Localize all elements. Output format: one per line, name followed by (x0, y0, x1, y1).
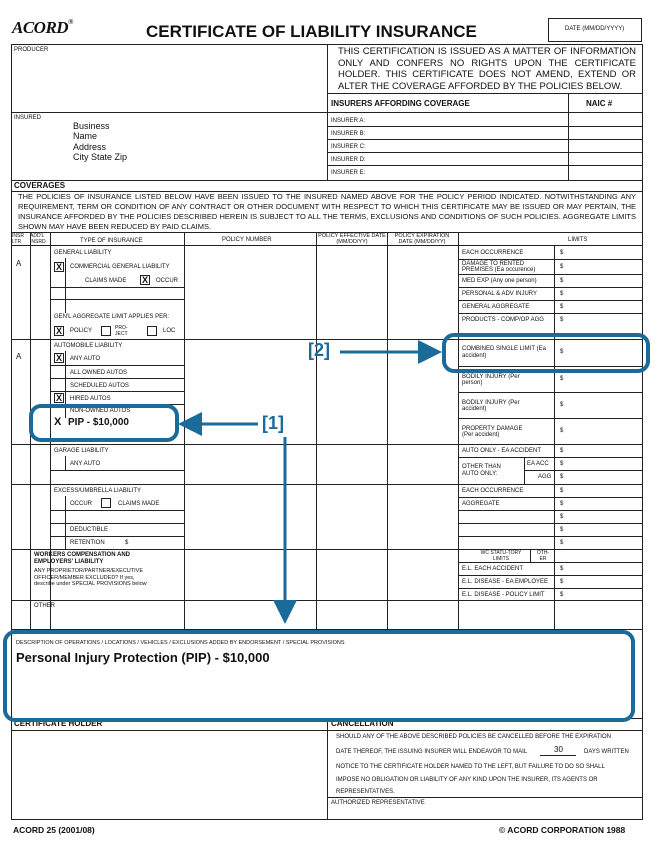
acord-logo: ACORD® (12, 18, 73, 37)
insurer-a: INSURER A: (331, 118, 366, 124)
insurer-b: INSURER B: (331, 131, 366, 137)
date-box[interactable] (548, 18, 642, 42)
col-addl-insrd: ADD'L INSRD (30, 233, 46, 245)
garage-any-auto: ANY AUTO (70, 461, 101, 467)
gl-dollar-4: $ (560, 291, 564, 297)
pip-x-mark: X (54, 416, 62, 428)
insurers-heading: INSURERS AFFORDING COVERAGE (331, 99, 470, 108)
any-auto-checkbox[interactable]: X (55, 353, 62, 363)
gl-limit-med-exp: MED EXP (Any one person) (462, 278, 537, 284)
project-checkbox[interactable] (101, 326, 111, 336)
form-number: ACORD 25 (2001/08) (13, 825, 95, 835)
loc-label: LOC (163, 328, 176, 334)
wc-statutory: WC STATU-TORY LIMITS (480, 550, 522, 562)
garage-title: GARAGE LIABILITY (54, 448, 109, 454)
claims-made-label: CLAIMS MADE (85, 278, 127, 284)
scheduled-label: SCHEDULED AUTOS (70, 383, 129, 389)
col-effective-date: POLICY EFFECTIVE DATE (MM/DD/YY) (318, 233, 386, 245)
non-owned-label: NON-OWNED AUTOS (70, 408, 131, 414)
naic-label: NAIC # (586, 99, 613, 108)
callout-box-pip (29, 404, 179, 442)
excess-dollar-4: $ (560, 527, 564, 533)
gl-dollar-3: $ (560, 278, 564, 284)
cancel-text-4: IMPOSE NO OBLIGATION OR LIABILITY OF ANY KIND UPON THE INSURER, ITS AGENTS OR (336, 777, 598, 783)
excess-dollar-2: $ (560, 501, 564, 507)
wc-other: OTH-ER (536, 550, 550, 562)
el-disease-policy: E.L. DISEASE - POLICY LIMIT (462, 592, 545, 598)
auto-limit-bi-person: BODILY INJURY (Per person) (462, 374, 520, 386)
gl-agg-applies: GEN'L AGGREGATE LIMIT APPLIES PER: (54, 314, 170, 320)
garage-dollar-1: $ (560, 448, 564, 454)
garage-dollar-3: $ (560, 474, 564, 480)
col-insr-ltr: INSR LTR (12, 233, 24, 245)
excess-retention-dollar: $ (125, 540, 129, 546)
col-type: TYPE OF INSURANCE (80, 238, 143, 244)
col-expiration-date: POLICY EXPIRATION DATE (MM/DD/YY) (394, 233, 450, 245)
auto-dollar-4: $ (560, 428, 564, 434)
auto-title: AUTOMOBILE LIABILITY (54, 343, 123, 349)
copyright: © ACORD CORPORATION 1988 (499, 825, 626, 835)
all-owned-label: ALL OWNED AUTOS (70, 370, 128, 376)
workers-sub: ANY PROPRIETOR/PARTNER/EXECUTIVE OFFICER/MEMBER EXCLUDED? If yes, describe under SPECIAL PROVISIONS below (34, 568, 147, 587)
cancel-text-1: SHOULD ANY OF THE ABOVE DESCRIBED POLICIES BE CANCELLED BEFORE THE EXPIRATION (336, 734, 611, 740)
workers-title: WORKERS COMPENSATION AND EMPLOYERS' LIABILITY (34, 552, 130, 565)
description-label: DESCRIPTION OF OPERATIONS / LOCATIONS / VEHICLES / EXCLUSIONS ADDED BY ENDORSEMENT / SPECIAL PROVISIONS (16, 640, 345, 646)
col-limits: LIMITS (568, 237, 588, 243)
garage-other-than: OTHER THAN AUTO ONLY: (462, 464, 501, 477)
insured-business: Business (73, 121, 110, 131)
hired-label: HIRED AUTOS (70, 396, 111, 402)
gl-dollar-5: $ (560, 304, 564, 310)
auto-limit-csl: COMBINED SINGLE LIMIT (Ea accident) (462, 346, 546, 359)
excess-claims: CLAIMS MADE (118, 501, 160, 507)
gl-dollar-2: $ (560, 264, 564, 270)
form-title: CERTIFICATE OF LIABILITY INSURANCE (146, 22, 477, 41)
gl-title: GENERAL LIABILITY (54, 250, 112, 256)
cancellation-label: CANCELLATION (331, 719, 394, 728)
marker-2: [2] (308, 340, 330, 360)
cgl-label: COMMERCIAL GENERAL LIABILITY (70, 264, 170, 270)
cgl-checkbox[interactable]: X (55, 262, 62, 272)
excess-deductible: DEDUCTIBLE (70, 527, 109, 533)
callout-box-csl (442, 333, 650, 373)
el-each-accident: E.L. EACH ACCIDENT (462, 566, 524, 572)
auto-dollar-2: $ (560, 376, 564, 382)
policy-checkbox[interactable]: X (55, 326, 62, 336)
coverages-heading: COVERAGES (14, 181, 66, 190)
other-label: OTHER (34, 603, 55, 609)
garage-ea-acc: EA ACC (527, 461, 549, 467)
gl-dollar-6: $ (560, 317, 564, 323)
el-disease-employee: E.L. DISEASE - EA EMPLOYEE (462, 579, 549, 585)
pip-entry: PIP - $10,000 (68, 417, 129, 428)
gl-dollar-1: $ (560, 250, 564, 256)
loc-checkbox[interactable] (147, 326, 157, 336)
any-auto-label: ANY AUTO (70, 356, 101, 362)
cancel-days: 30 (554, 745, 563, 754)
col-policy-number: POLICY NUMBER (222, 237, 272, 243)
insured-address: Address (73, 142, 107, 152)
excess-dollar-5: $ (560, 540, 564, 546)
cancel-text-2b: DAYS WRITTEN (584, 749, 629, 755)
insurer-d: INSURER D: (331, 157, 366, 163)
excess-dollar-1: $ (560, 488, 564, 494)
claims-made-checkbox[interactable] (70, 275, 80, 285)
excess-dollar-3: $ (560, 514, 564, 520)
gl-limit-general-agg: GENERAL AGGREGATE (462, 304, 530, 310)
excess-title: EXCESS/UMBRELLA LIABILITY (54, 488, 142, 494)
gl-limit-products: PRODUCTS - COMP/OP AGG (462, 317, 544, 323)
insured-label: INSURED (14, 115, 42, 121)
wc-dollar-2: $ (560, 579, 564, 585)
project-label: PRO-JECT (115, 325, 128, 337)
description-value: Personal Injury Protection (PIP) - $10,000 (16, 650, 270, 665)
gl-limit-each-occurrence: EACH OCCURRENCE (462, 250, 524, 256)
excess-occur: OCCUR (70, 501, 92, 507)
coverages-text: THE POLICIES OF INSURANCE LISTED BELOW HAVE BEEN ISSUED TO THE INSURED NAMED ABOVE FOR THE POLICY PERIOD INDICATED. NOTWITHSTANDING ANY REQUIREMENT, TERM OR CONDITION OF ANY CONTRACT OR OTHER DOCUMENT WITH RESPECT TO WHICH THIS CERTIFICATE MAY BE ISSUED OR MAY PERTAIN, THE INSURANCE AFFORDED BY THE POLICIES DESCRIBED HEREIN IS SUBJECT TO ALL THE TERMS, EXCLUSIONS AND CONDITIONS OF SUCH POLICIES. AGGREGATE LIMITS SHOWN MAY HAVE BEEN REDUCED BY PAID CLAIMS. (18, 192, 636, 231)
authorized-rep-label: AUTHORIZED REPRESENTATIVE (331, 800, 425, 806)
auto-dollar-1: $ (560, 349, 564, 355)
date-label: DATE (MM/DD/YYYY) (565, 26, 625, 32)
certificate-notice: THIS CERTIFICATION IS ISSUED AS A MATTER OF INFORMATION ONLY AND CONFERS NO RIGHTS UPON THE CERTIFICATE HOLDER. THIS CERTIFICATE DOES NOT AMEND, EXTEND OR ALTER THE COVERAGE AFFORDED BY THE POLICIES BELOW. (338, 46, 636, 92)
producer-label: PRODUCER (14, 47, 49, 53)
occur-label: OCCUR (156, 278, 178, 284)
insured-name: Name (73, 131, 98, 141)
insurer-c: INSURER C: (331, 144, 366, 150)
wc-dollar-3: $ (560, 592, 564, 598)
auto-limit-bi-accident: BODILY INJURY (Per accident) (462, 400, 520, 412)
excess-claims-checkbox[interactable] (101, 498, 111, 508)
excess-each: EACH OCCURRENCE (462, 488, 524, 494)
logo-text: ACORD (12, 18, 69, 37)
wc-dollar-1: $ (560, 566, 564, 572)
occur-checkbox[interactable]: X (141, 275, 148, 285)
policy-label: POLICY (70, 328, 93, 334)
marker-1: [1] (262, 413, 284, 433)
callout-box-description (3, 630, 635, 722)
auto-limit-pd: PROPERTY DAMAGE (Per accident) (462, 426, 523, 438)
excess-aggregate: AGGREGATE (462, 501, 500, 507)
gl-ltr: A (16, 259, 22, 268)
gl-limit-damage-rented: DAMAGE TO RENTED PREMISES (Ea occurence) (462, 261, 536, 273)
hired-checkbox[interactable]: X (55, 393, 62, 403)
cancel-text-5: REPRESENTATIVES. (336, 789, 395, 795)
insurer-e: INSURER E: (331, 170, 366, 176)
auto-dollar-3: $ (560, 402, 564, 408)
garage-dollar-2: $ (560, 461, 564, 467)
garage-agg: AGG (538, 474, 552, 480)
gl-limit-personal-adv: PERSONAL & ADV INJURY (462, 291, 538, 297)
holder-label: CERTIFICATE HOLDER (14, 719, 103, 728)
cancel-text-2a: DATE THEREOF, THE ISSUING INSURER WILL ENDEAVOR TO MAIL (336, 749, 528, 755)
insured-city-state-zip: City State Zip (73, 152, 128, 162)
cancel-text-3: NOTICE TO THE CERTIFICATE HOLDER NAMED TO THE LEFT, BUT FAILURE TO DO SO SHALL (336, 764, 605, 770)
garage-auto-only: AUTO ONLY - EA ACCIDENT (462, 448, 542, 454)
excess-retention: RETENTION (70, 540, 105, 546)
auto-ltr: A (16, 352, 22, 361)
